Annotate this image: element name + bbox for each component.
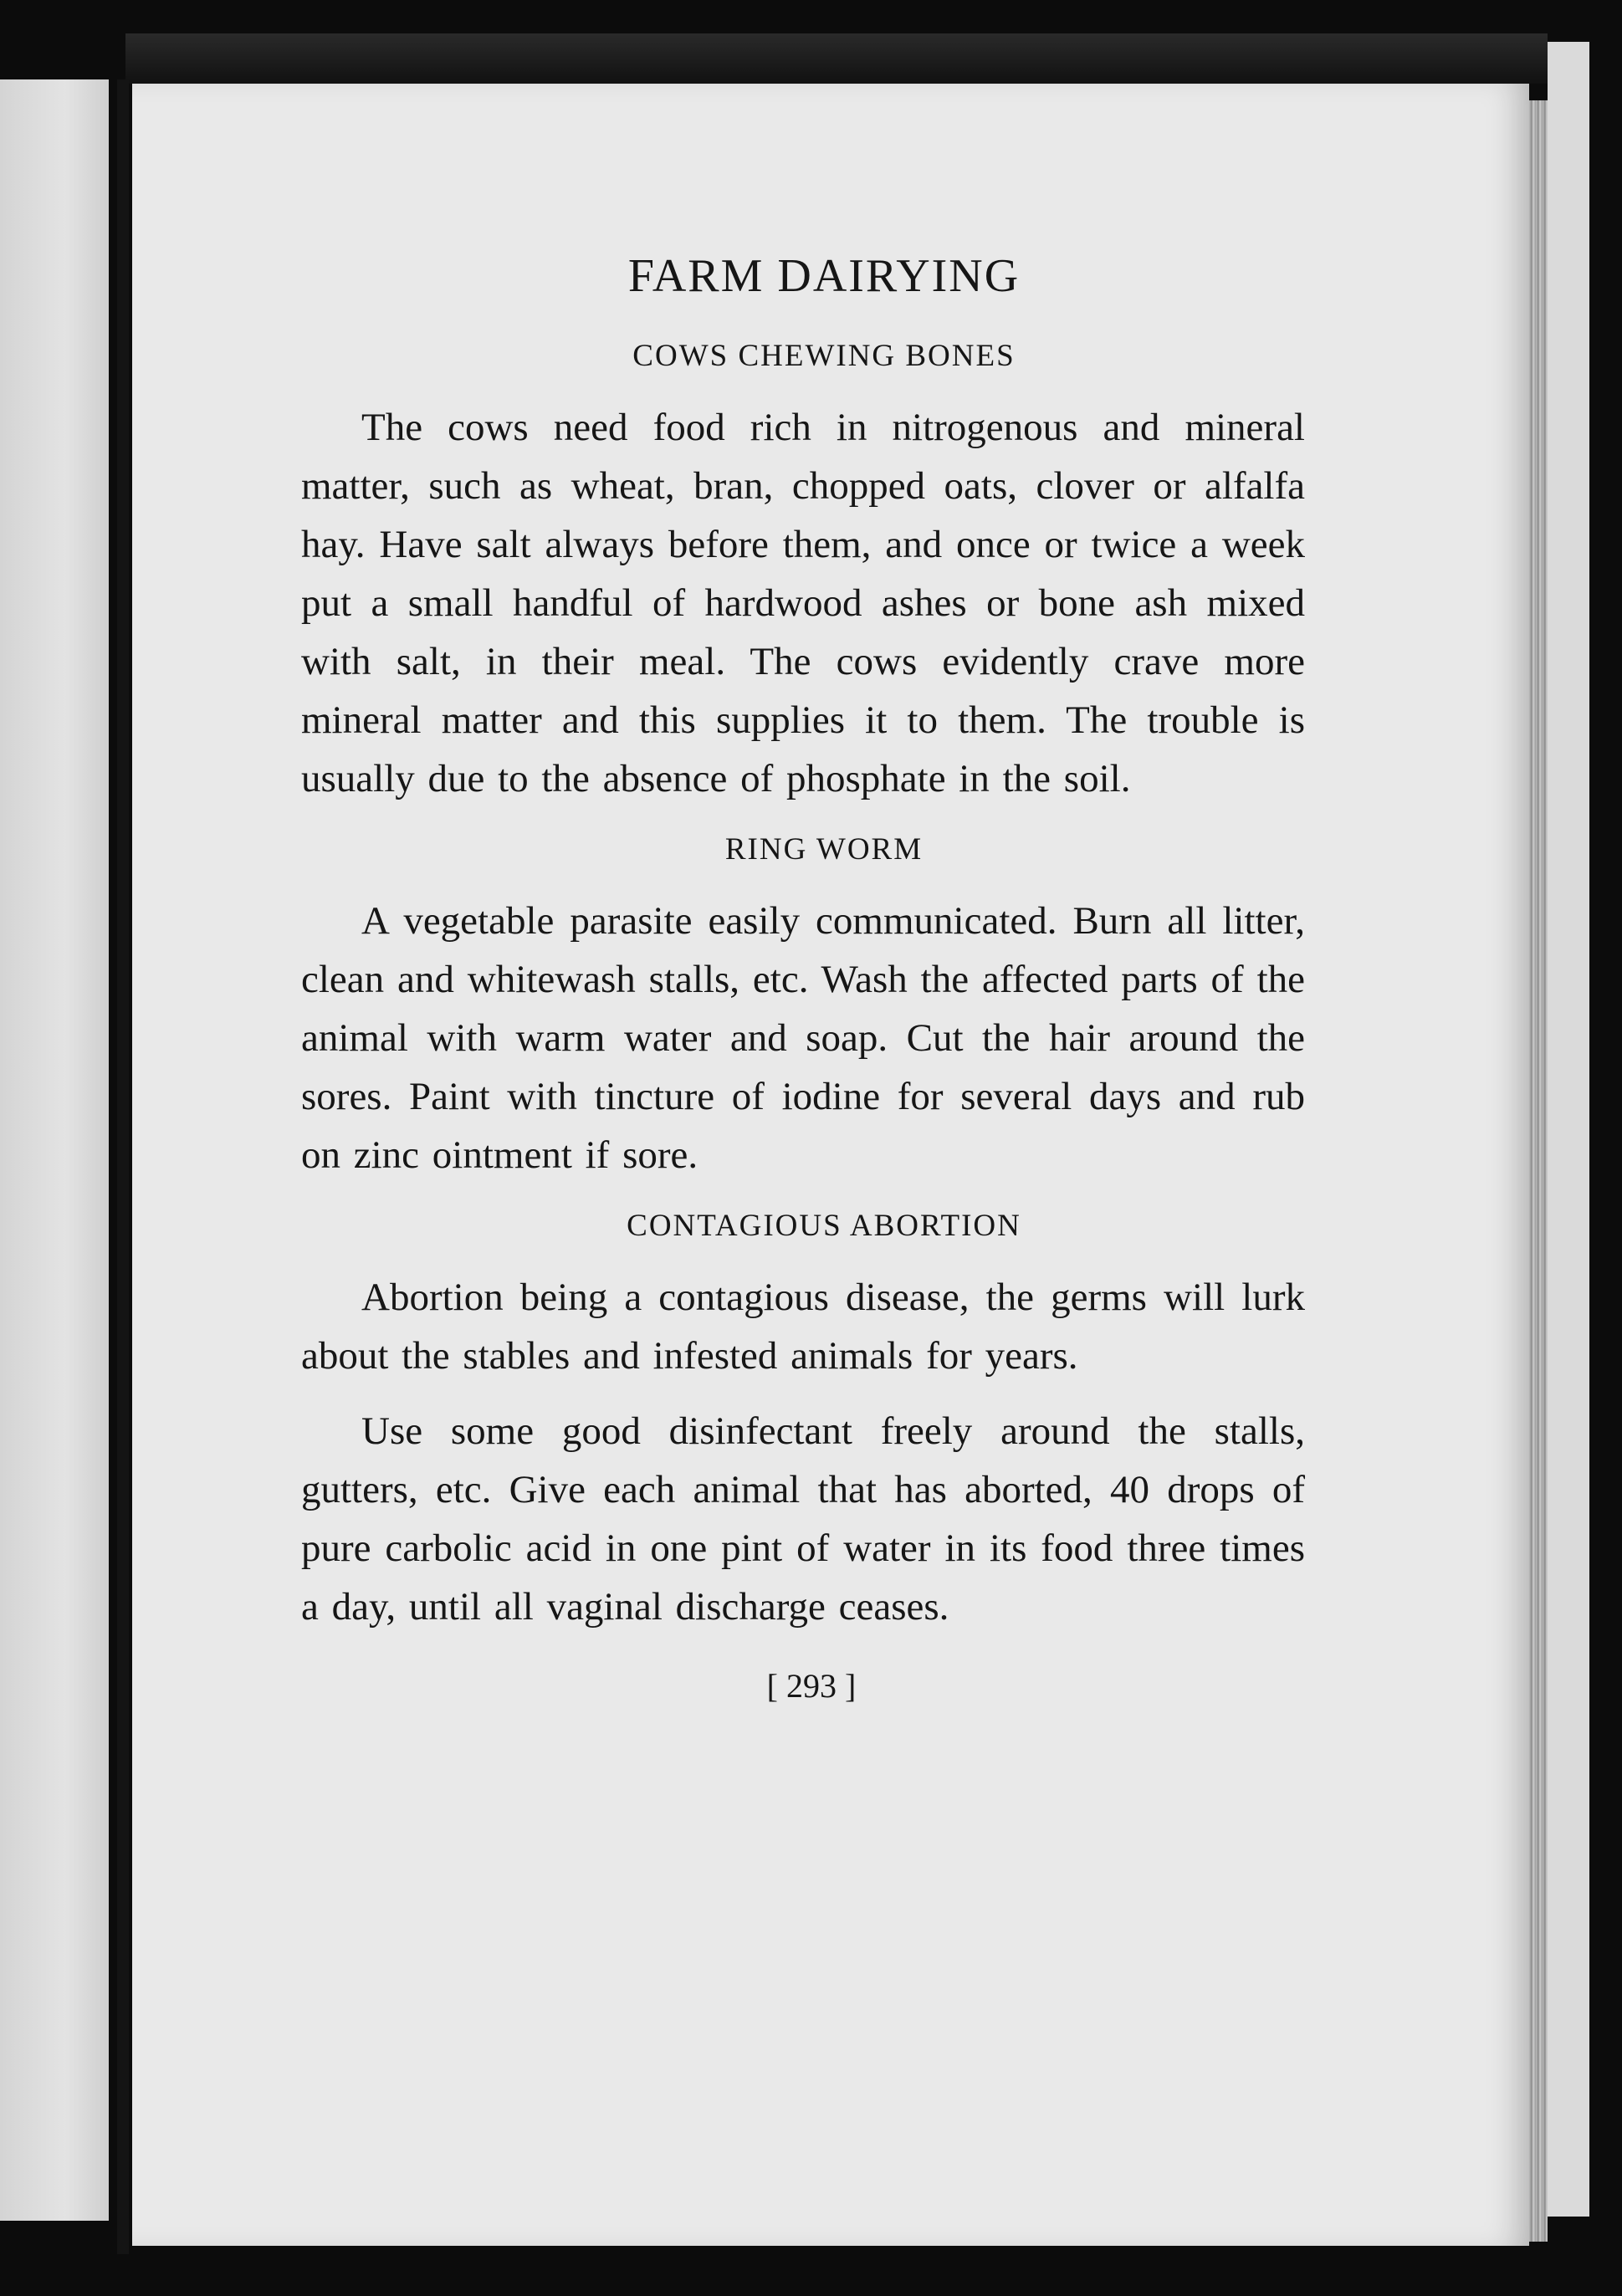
section-ring-worm <box>301 825 1305 1184</box>
facing-page-edge <box>0 79 109 2221</box>
running-head: FARM DAIRYING <box>627 250 1021 302</box>
page-number: [ 293 ] <box>766 1667 857 1705</box>
page-content <box>301 243 1305 1711</box>
section-contagious-abortion <box>301 1201 1305 1636</box>
scan-top-shadow <box>125 33 1548 84</box>
book-gutter <box>117 79 129 2254</box>
paragraph: A vegetable parasite easily communicated. Burn all litter, clean and whitewash stalls, etc. Wash the affected parts of the animal with warm water and soap. Cut the hair around the sores. Paint with tincture of iodine for several days and rub on zinc ointment if sore. <box>301 899 1305 1177</box>
section-heading: COWS CHEWING BONES <box>632 339 1016 373</box>
paragraph: Use some good disinfectant freely around the stalls, gutters, etc. Give each animal that has aborted, 40 drops of pure carbolic acid in one pint of water in its food three times a day, until all vaginal discharge ceases. <box>301 1409 1305 1629</box>
section-cows-chewing-bones <box>301 331 1305 808</box>
page-block-edge <box>1529 100 1548 2242</box>
paragraph: The cows need food rich in nitrogenous and mineral matter, such as wheat, bran, chopped oats, clover or alfalfa hay. Have salt always before them, and once or twice a week put a small handful of hardwood ashes or bone ash mixed with salt, in their meal. The cows evidently crave more mineral matter and this supplies it to them. The trouble is usually due to the absence of phosphate in the soil. <box>301 406 1305 800</box>
section-heading: RING WORM <box>724 832 924 867</box>
book-cover-edge <box>1548 42 1589 2217</box>
paragraph: Abortion being a contagious disease, the germs will lurk about the stables and infested animals for years. <box>301 1276 1305 1378</box>
section-heading: CONTAGIOUS ABORTION <box>627 1209 1021 1243</box>
